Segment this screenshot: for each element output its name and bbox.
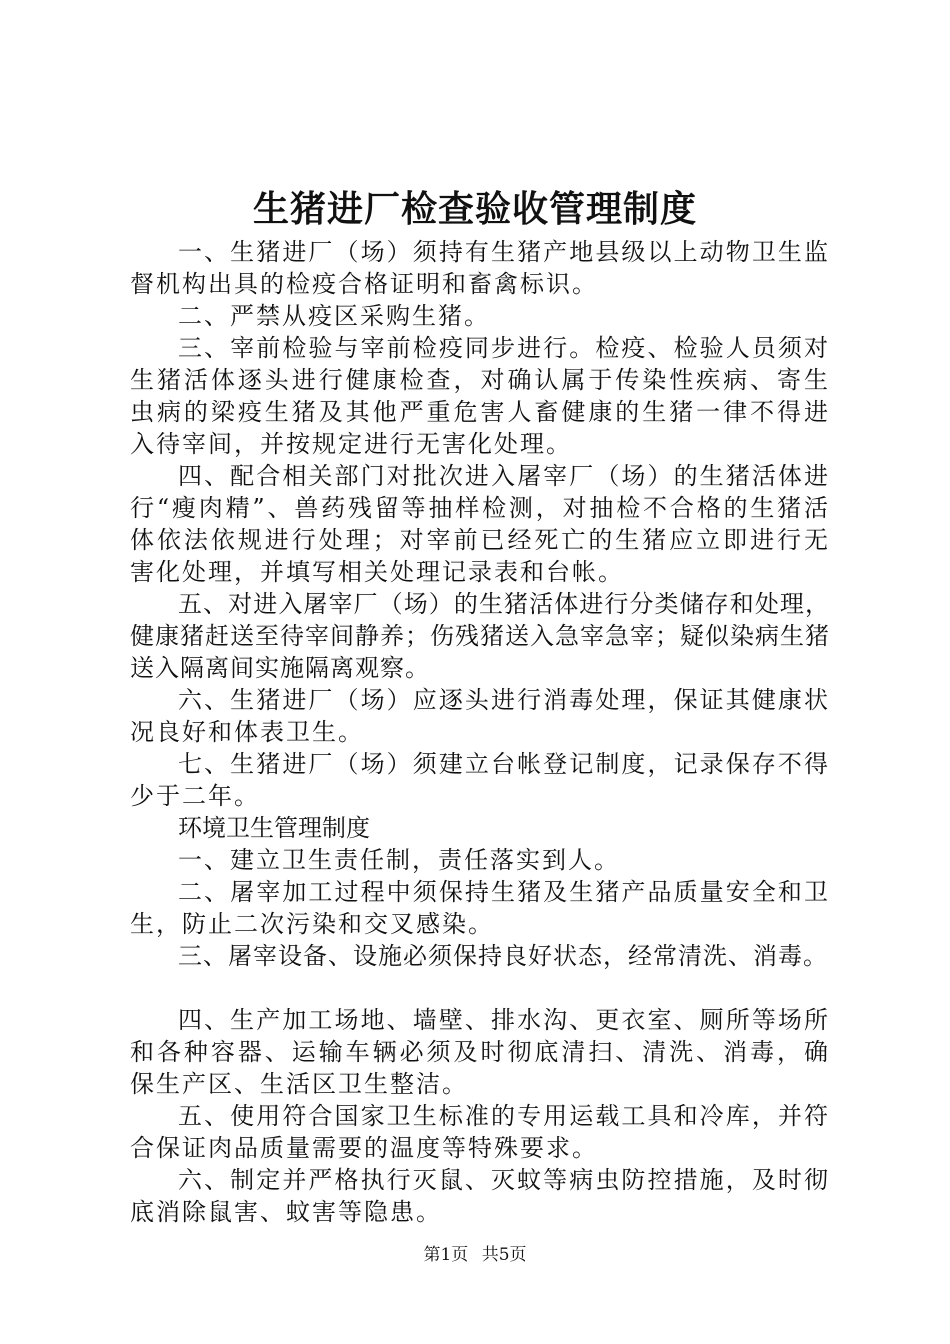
paragraph-11: 四、生产加工场地、墙壁、排水沟、更衣室、厕所等场所和各种容器、运输车辆必须及时彻底清扫、清洗、消毒，确保生产区、生活区卫生整洁。	[130, 1006, 830, 1098]
page-number: 第1页	[423, 1245, 469, 1265]
paragraph-10: 三、屠宰设备、设施必须保持良好状态，经常清洗、消毒。	[178, 942, 828, 970]
paragraph-1: 一、生猪进厂（场）须持有生猪产地县级以上动物卫生监督机构出具的检疫合格证明和畜禽标识。	[130, 238, 830, 298]
paragraph-7: 七、生猪进厂（场）须建立台帐登记制度，记录保存不得少于二年。	[130, 750, 830, 810]
paragraph-3: 三、宰前检验与宰前检疫同步进行。检疫、检验人员须对生猪活体逐头进行健康检查，对确认属于传染性疾病、寄生虫病的梁疫生猪及其他严重危害人畜健康的生猪一律不得进入待宰间，并按规定进行无害化处理。	[130, 334, 830, 458]
page-total: 共5页	[481, 1245, 527, 1265]
paragraph-2: 二、严禁从疫区采购生猪。	[178, 302, 490, 330]
paragraph-12: 五、使用符合国家卫生标准的专用运载工具和冷库，并符合保证肉品质量需要的温度等特殊要求。	[130, 1102, 830, 1162]
section-heading: 环境卫生管理制度	[178, 814, 370, 842]
page-footer	[0, 1243, 950, 1267]
paragraph-4: 四、配合相关部门对批次进入屠宰厂（场）的生猪活体进行“瘦肉精”、兽药残留等抽样检测，对抽检不合格的生猪活体依法依规进行处理；对宰前已经死亡的生猪应立即进行无害化处理，并填写相关处理记录表和台帐。	[130, 462, 830, 586]
paragraph-5: 五、对进入屠宰厂（场）的生猪活体进行分类储存和处理，健康猪赶送至待宰间静养；伤残猪送入急宰急宰；疑似染病生猪送入隔离间实施隔离观察。	[130, 590, 830, 682]
paragraph-6: 六、生猪进厂（场）应逐头进行消毒处理，保证其健康状况良好和体表卫生。	[130, 686, 830, 746]
paragraph-8: 一、建立卫生责任制，责任落实到人。	[178, 846, 620, 874]
paragraph-9: 二、屠宰加工过程中须保持生猪及生猪产品质量安全和卫生，防止二次污染和交叉感染。	[130, 878, 830, 938]
paragraph-13: 六、制定并严格执行灭鼠、灭蚊等病虫防控措施，及时彻底消除鼠害、蚊害等隐患。	[130, 1166, 830, 1226]
document-title: 生猪进厂检查验收管理制度	[252, 188, 697, 230]
document-body	[130, 236, 830, 1228]
